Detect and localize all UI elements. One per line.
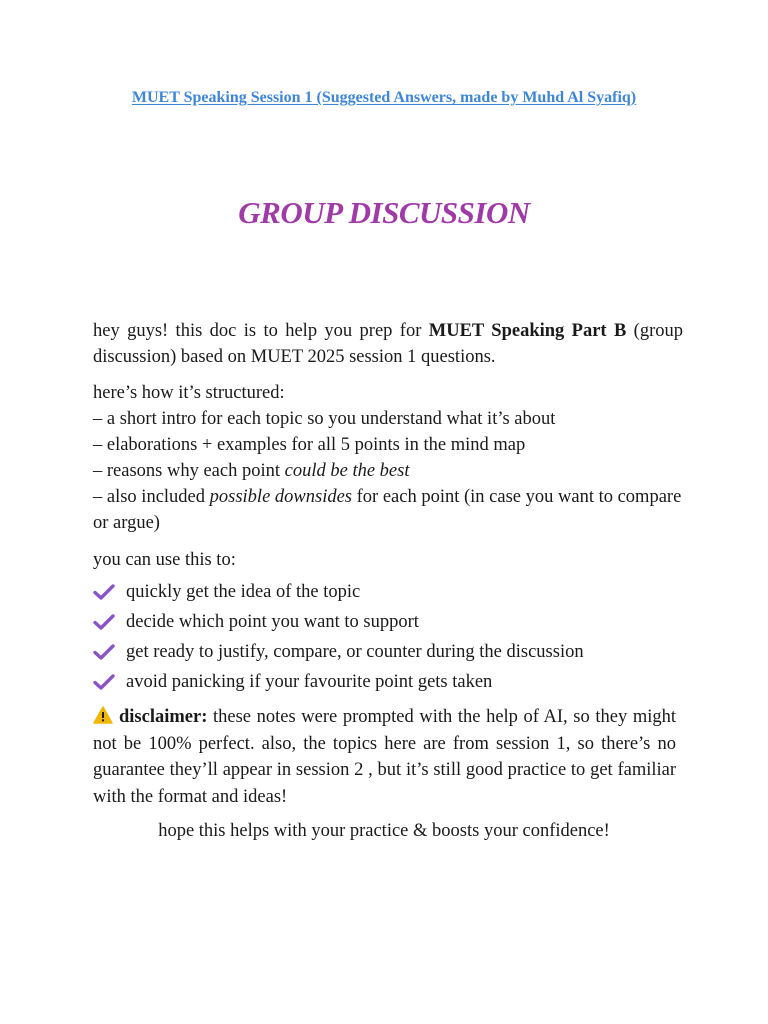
disclaimer-paragraph [93, 704, 676, 810]
disclaimer-text: these notes were prompted with the help of AI, so they might not be 100% perfect. also, the topics here are from session 1, so there’s no guarantee they’ll appear in session 2 , but it’s still good practice to get familiar with the format and ideas! [93, 707, 676, 807]
intro-paragraph [93, 318, 683, 370]
structure-line-3-italic: could be the best [284, 461, 410, 481]
list-item-label: decide which point you want to support [126, 612, 419, 632]
structure-line-4-prefix: – also included [93, 487, 210, 507]
structure-line-4-italic: possible downsides [209, 487, 352, 507]
structure-line-3 [93, 458, 683, 484]
structure-section [93, 380, 683, 536]
structure-heading: here’s how it’s structured: [93, 383, 285, 403]
structure-line-2: – elaborations + examples for all 5 points in the mind map [93, 435, 526, 455]
list-item [93, 577, 683, 607]
check-icon [93, 673, 115, 691]
intro-text-1: hey guys! this doc is to help you prep for [93, 321, 429, 341]
page-title: GROUP DISCUSSION [238, 195, 530, 230]
uses-section [93, 547, 683, 697]
disclaimer-label: disclaimer: [119, 707, 208, 727]
structure-line-4 [93, 484, 683, 536]
structure-line-1: – a short intro for each topic so you understand what it’s about [93, 409, 556, 429]
list-item [93, 607, 683, 637]
list-item-label: avoid panicking if your favourite point gets taken [126, 672, 493, 692]
closing-line: hope this helps with your practice & boosts your confidence! [158, 821, 610, 841]
check-icon [93, 583, 115, 601]
list-item-label: get ready to justify, compare, or counter during the discussion [126, 642, 584, 662]
structure-line-3-prefix: – reasons why each point [93, 461, 285, 481]
list-item-label: quickly get the idea of the topic [126, 582, 361, 602]
check-icon [93, 643, 115, 661]
check-icon [93, 613, 115, 631]
list-item [93, 667, 683, 697]
intro-bold-text: MUET Speaking Part B [428, 321, 627, 341]
header-link[interactable]: MUET Speaking Session 1 (Suggested Answers, made by Muhd Al Syafiq) [131, 89, 637, 106]
warning-icon [93, 706, 113, 724]
list-item [93, 637, 683, 667]
structure-line-4-suffix: for each point (in case you want to compare or argue) [93, 487, 682, 533]
uses-list [93, 577, 683, 697]
intro-text-2: (group discussion) based on MUET 2025 session 1 questions. [93, 321, 683, 367]
uses-heading: you can use this to: [93, 550, 236, 570]
